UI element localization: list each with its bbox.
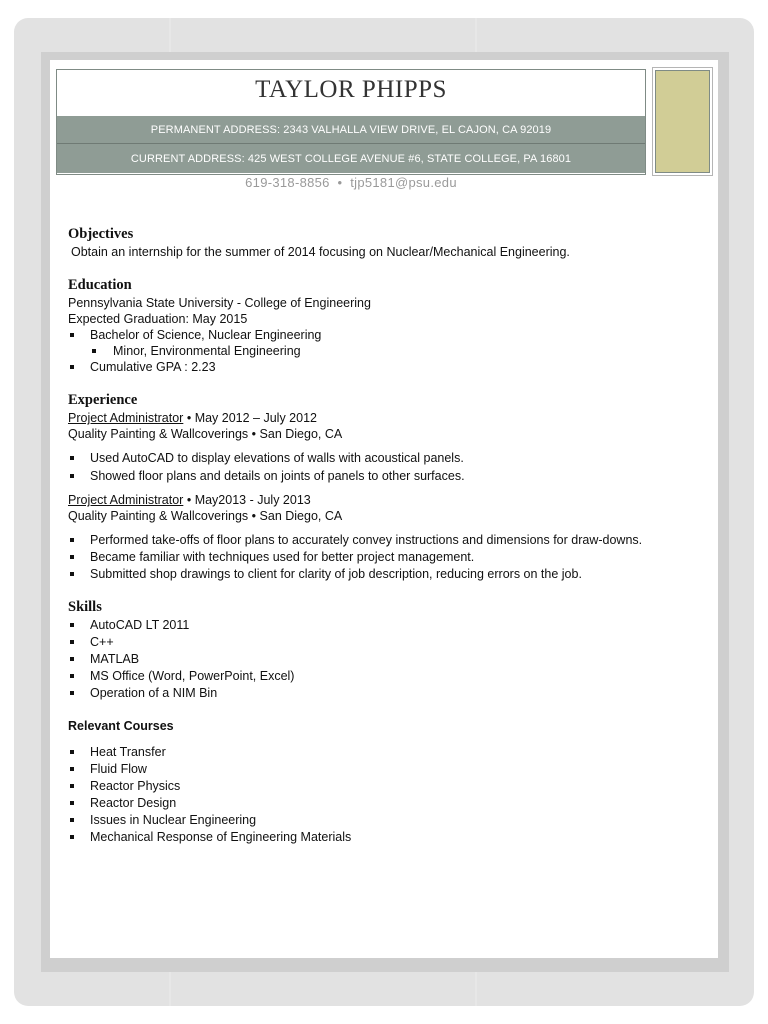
- resume-body: [68, 226, 698, 862]
- job-header: [68, 410, 698, 426]
- job-role: Project Administrator: [68, 493, 184, 507]
- phone-number: 619-318-8856: [245, 175, 330, 190]
- job-entry: [68, 492, 698, 582]
- objectives-title: Objectives: [68, 226, 134, 242]
- permanent-address-bar: PERMANENT ADDRESS: 2343 VALHALLA VIEW DRIVE, EL CAJON, CA 92019: [57, 116, 645, 144]
- list-item: MATLAB: [68, 651, 698, 667]
- minor-list: [68, 343, 698, 359]
- minor-item: Minor, Environmental Engineering: [68, 343, 698, 359]
- list-item: Reactor Design: [68, 795, 698, 811]
- contact-separator: •: [337, 175, 343, 190]
- list-item: Performed take-offs of floor plans to accurately convey instructions and dimensions for draw-downs.: [68, 532, 698, 548]
- job-location: San Diego, CA: [259, 509, 343, 523]
- gpa-item: Cumulative GPA : 2.23: [68, 359, 698, 375]
- courses-title: Relevant Courses: [68, 719, 174, 733]
- bullet-separator: •: [186, 411, 192, 425]
- list-item: Operation of a NIM Bin: [68, 685, 698, 701]
- job-duties: [68, 532, 698, 582]
- school-name: Pennsylvania State University - College of Engineering: [68, 296, 371, 310]
- job-company: Quality Painting & Wallcoverings: [68, 427, 249, 441]
- skills-title: Skills: [68, 599, 102, 615]
- job-header: [68, 492, 698, 508]
- list-item: Issues in Nuclear Engineering: [68, 812, 698, 828]
- list-item: C++: [68, 634, 698, 650]
- education-section: [68, 277, 698, 375]
- bullet-separator: •: [186, 493, 192, 507]
- list-item: Submitted shop drawings to client for clarity of job description, reducing errors on the job.: [68, 566, 698, 582]
- bullet-separator: •: [251, 509, 257, 523]
- courses-section: [68, 718, 698, 845]
- job-role: Project Administrator: [68, 411, 184, 425]
- contact-line: [56, 175, 646, 190]
- list-item: AutoCAD LT 2011: [68, 617, 698, 633]
- objectives-text: Obtain an internship for the summer of 2014 focusing on Nuclear/Mechanical Engineering.: [71, 245, 570, 259]
- list-item: Heat Transfer: [68, 744, 698, 760]
- list-item: MS Office (Word, PowerPoint, Excel): [68, 668, 698, 684]
- list-item: Used AutoCAD to display elevations of walls with acoustical panels.: [68, 450, 698, 466]
- graduation-date: Expected Graduation: May 2015: [68, 312, 248, 326]
- list-item: Mechanical Response of Engineering Materials: [68, 829, 698, 845]
- experience-section: [68, 392, 698, 582]
- list-item: Reactor Physics: [68, 778, 698, 794]
- job-company-line: [68, 508, 698, 524]
- courses-list: [68, 744, 698, 845]
- accent-box: [655, 70, 710, 173]
- list-item: Became familiar with techniques used for better project management.: [68, 549, 698, 565]
- list-item: Fluid Flow: [68, 761, 698, 777]
- gpa-list: [68, 359, 698, 375]
- email-address: tjp5181@psu.edu: [350, 175, 457, 190]
- current-address-bar: CURRENT ADDRESS: 425 WEST COLLEGE AVENUE #6, STATE COLLEGE, PA 16801: [57, 144, 645, 173]
- skills-list: [68, 617, 698, 701]
- bullet-separator: •: [251, 427, 257, 441]
- job-company: Quality Painting & Wallcoverings: [68, 509, 249, 523]
- objectives-section: [68, 226, 698, 260]
- experience-title: Experience: [68, 392, 138, 408]
- job-dates: May2013 - July 2013: [194, 493, 311, 507]
- job-duties: [68, 450, 698, 484]
- list-item: Showed floor plans and details on joints of panels to other surfaces.: [68, 468, 698, 484]
- job-entry: [68, 410, 698, 484]
- job-dates: May 2012 – July 2012: [194, 411, 317, 425]
- resume-name: TAYLOR PHIPPS: [255, 76, 447, 103]
- education-list: [68, 327, 698, 343]
- job-company-line: [68, 426, 698, 442]
- degree-item: Bachelor of Science, Nuclear Engineering: [68, 327, 698, 343]
- education-title: Education: [68, 277, 132, 293]
- job-location: San Diego, CA: [259, 427, 343, 441]
- skills-section: [68, 599, 698, 701]
